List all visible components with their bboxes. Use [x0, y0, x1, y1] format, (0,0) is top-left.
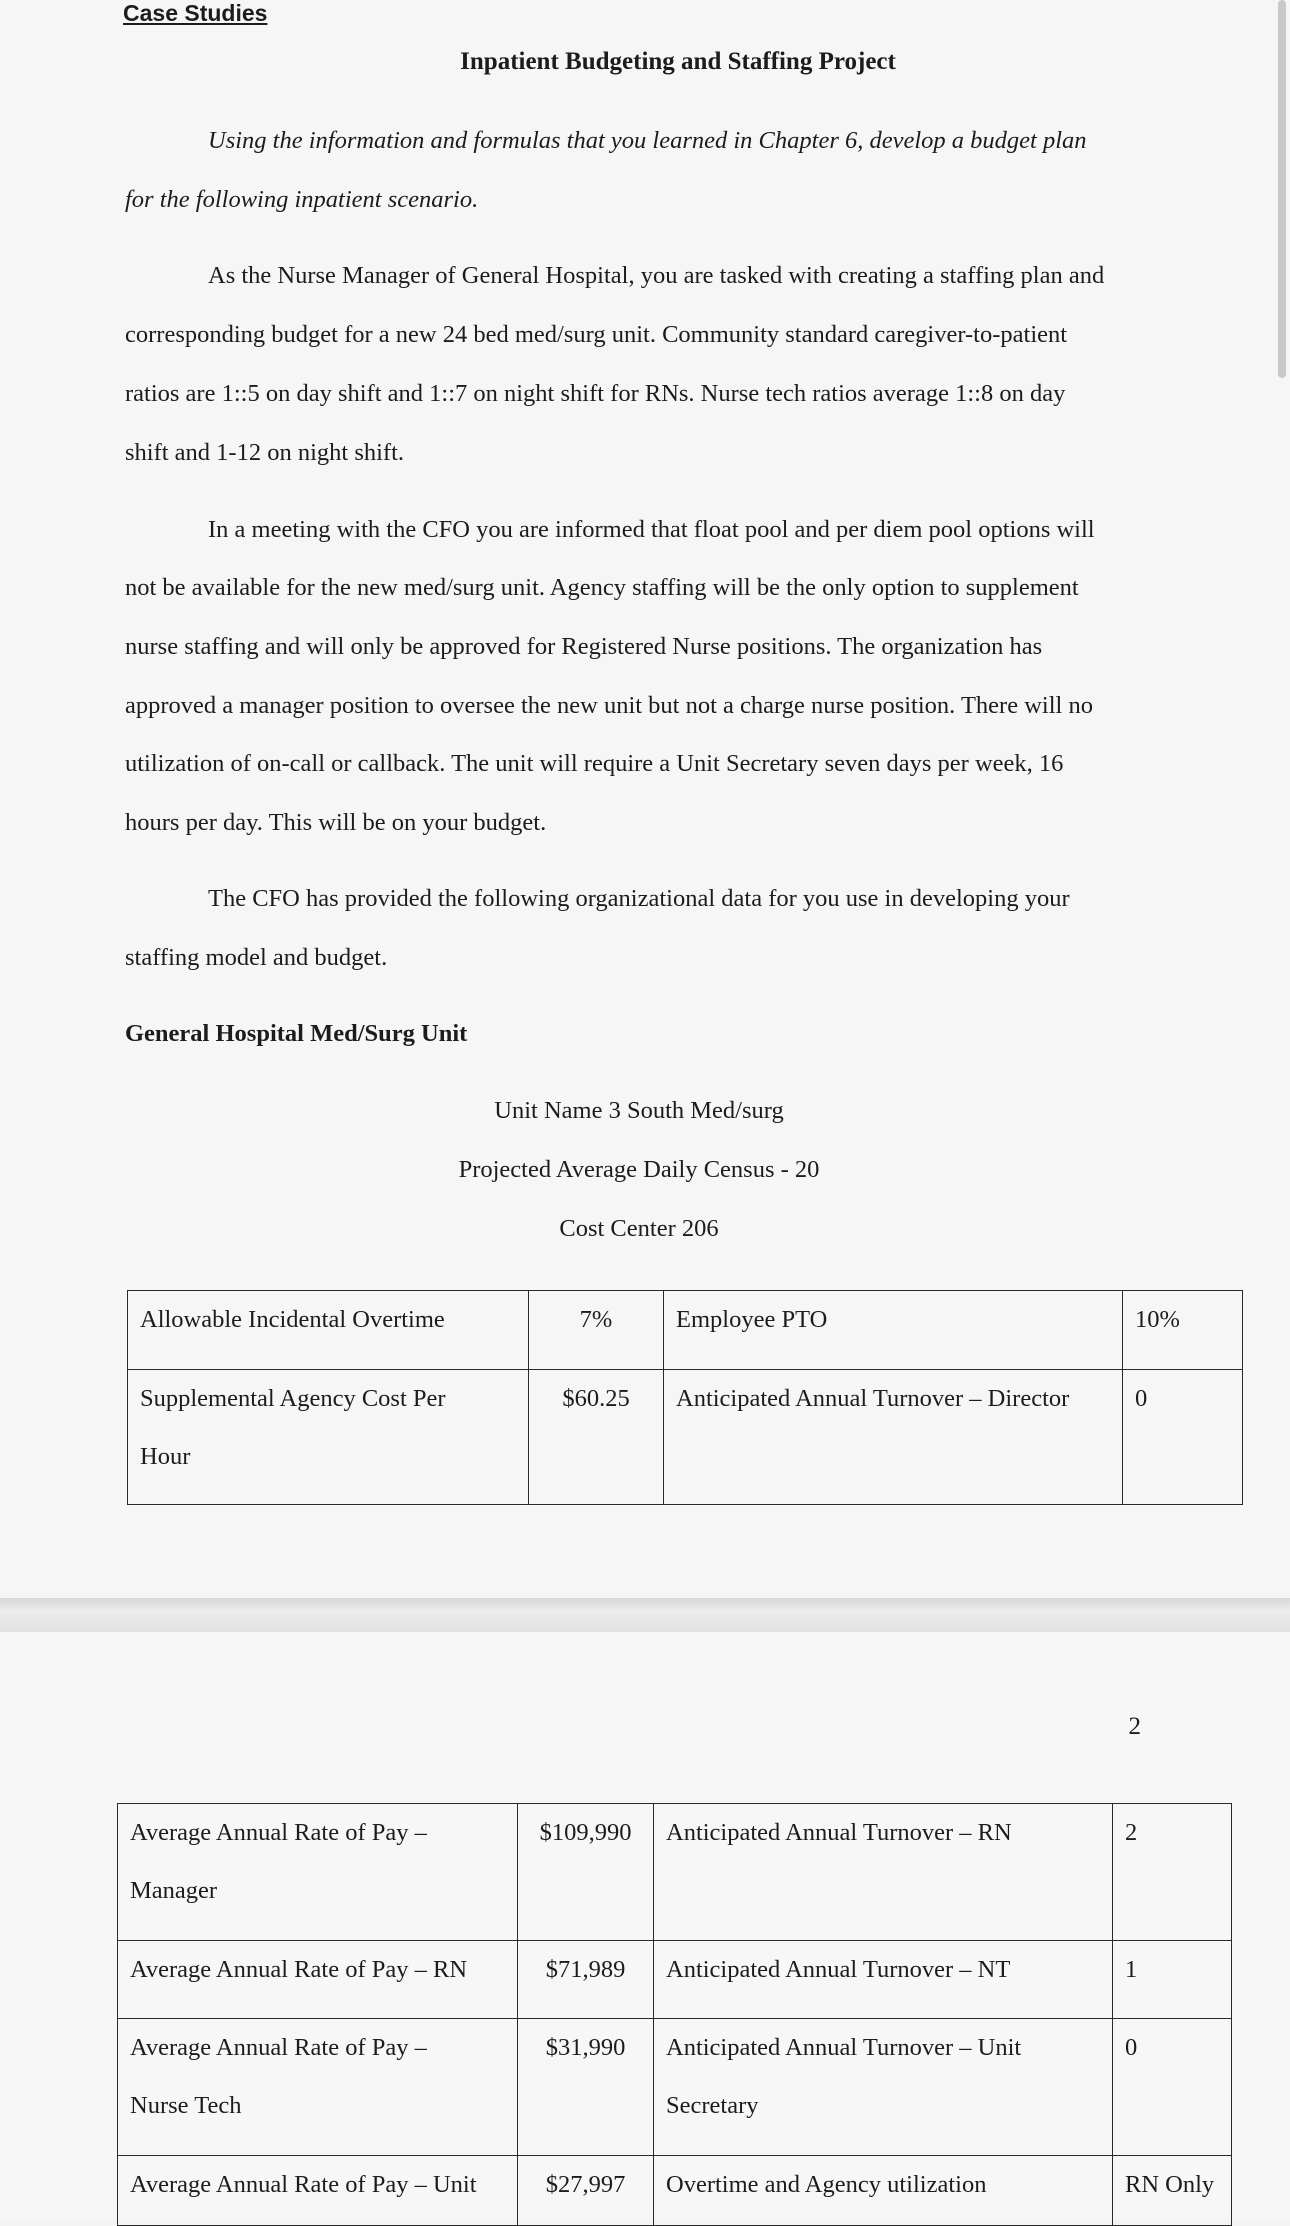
row-label: Overtime and Agency utilization [654, 2156, 1113, 2226]
org-data-table-2 [117, 1803, 1232, 2226]
paragraph1-line-4: shift and 1-12 on night shift. [125, 439, 405, 466]
paragraph1-line-2: corresponding budget for a new 24 bed med/surg unit. Community standard caregiver-to-patient [125, 321, 1068, 348]
table-row [128, 1370, 1243, 1505]
row-value: 10% [1123, 1291, 1243, 1370]
unit-cost-center: Cost Center 206 [559, 1215, 719, 1242]
intro-line-2: for the following inpatient scenario. [125, 186, 479, 213]
section-label: Case Studies [123, 0, 268, 26]
row-label: Employee PTO [664, 1291, 1123, 1370]
unit-name: Unit Name 3 South Med/surg [494, 1097, 784, 1124]
unit-census: Projected Average Daily Census - 20 [458, 1156, 820, 1183]
org-data-table-1 [127, 1290, 1243, 1505]
row-value: $27,997 [518, 2156, 654, 2226]
paragraph2-line-2: not be available for the new med/surg unit. Agency staffing will be the only option to supplement [125, 574, 1079, 601]
paragraph1-line-1: As the Nurse Manager of General Hospital, you are tasked with creating a staffing plan and [208, 262, 1105, 289]
row-label: Anticipated Annual Turnover – RN [654, 1804, 1113, 1941]
row-value: $31,990 [518, 2019, 654, 2156]
row-value: 2 [1113, 1804, 1232, 1941]
row-label: Anticipated Annual Turnover – NT [654, 1941, 1113, 2019]
row-value: 7% [529, 1291, 664, 1370]
page-separator [0, 1598, 1290, 1632]
paragraph2-line-1: In a meeting with the CFO you are informed that float pool and per diem pool options will [208, 516, 1095, 543]
paragraph2-line-5: utilization of on-call or callback. The unit will require a Unit Secretary seven days per week, 16 [125, 750, 1064, 777]
table-row [118, 2019, 1232, 2156]
paragraph2-line-4: approved a manager position to oversee the new unit but not a charge nurse position. There will no [125, 692, 1093, 719]
row-label: Supplemental Agency Cost Per Hour [128, 1370, 529, 1505]
table-row [128, 1291, 1243, 1370]
paragraph3-line-1: The CFO has provided the following organizational data for you use in developing your [208, 885, 1070, 912]
document-page-2 [0, 1632, 1290, 2219]
row-value: $60.25 [529, 1370, 664, 1505]
row-value: $71,989 [518, 1941, 654, 2019]
row-label: Allowable Incidental Overtime [128, 1291, 529, 1370]
row-label: Average Annual Rate of Pay – RN [118, 1941, 518, 2019]
scrollbar-thumb[interactable] [1278, 0, 1286, 378]
paragraph3-line-2: staffing model and budget. [125, 944, 388, 971]
table-row [118, 1804, 1232, 1941]
table-row [118, 2156, 1232, 2226]
paragraph2-line-6: hours per day. This will be on your budget. [125, 809, 547, 836]
document-title: Inpatient Budgeting and Staffing Project [460, 48, 896, 75]
row-value: 1 [1113, 1941, 1232, 2019]
row-label: Anticipated Annual Turnover – Director [664, 1370, 1123, 1505]
row-label: Average Annual Rate of Pay – Manager [118, 1804, 518, 1941]
unit-heading: General Hospital Med/Surg Unit [125, 1020, 468, 1047]
page-number: 2 [1128, 1713, 1141, 1740]
paragraph2-line-3: nurse staffing and will only be approved for Registered Nurse positions. The organization has [125, 633, 1043, 660]
row-label: Anticipated Annual Turnover – Unit Secretary [654, 2019, 1113, 2156]
intro-line-1: Using the information and formulas that you learned in Chapter 6, develop a budget plan [208, 127, 1087, 154]
row-value: 0 [1123, 1370, 1243, 1505]
row-label: Average Annual Rate of Pay – Unit [118, 2156, 518, 2226]
row-value: RN Only [1113, 2156, 1232, 2226]
row-value: $109,990 [518, 1804, 654, 1941]
table-row [118, 1941, 1232, 2019]
paragraph1-line-3: ratios are 1::5 on day shift and 1::7 on night shift for RNs. Nurse tech ratios average 1::8 on day [125, 380, 1066, 407]
row-value: 0 [1113, 2019, 1232, 2156]
row-label: Average Annual Rate of Pay – Nurse Tech [118, 2019, 518, 2156]
